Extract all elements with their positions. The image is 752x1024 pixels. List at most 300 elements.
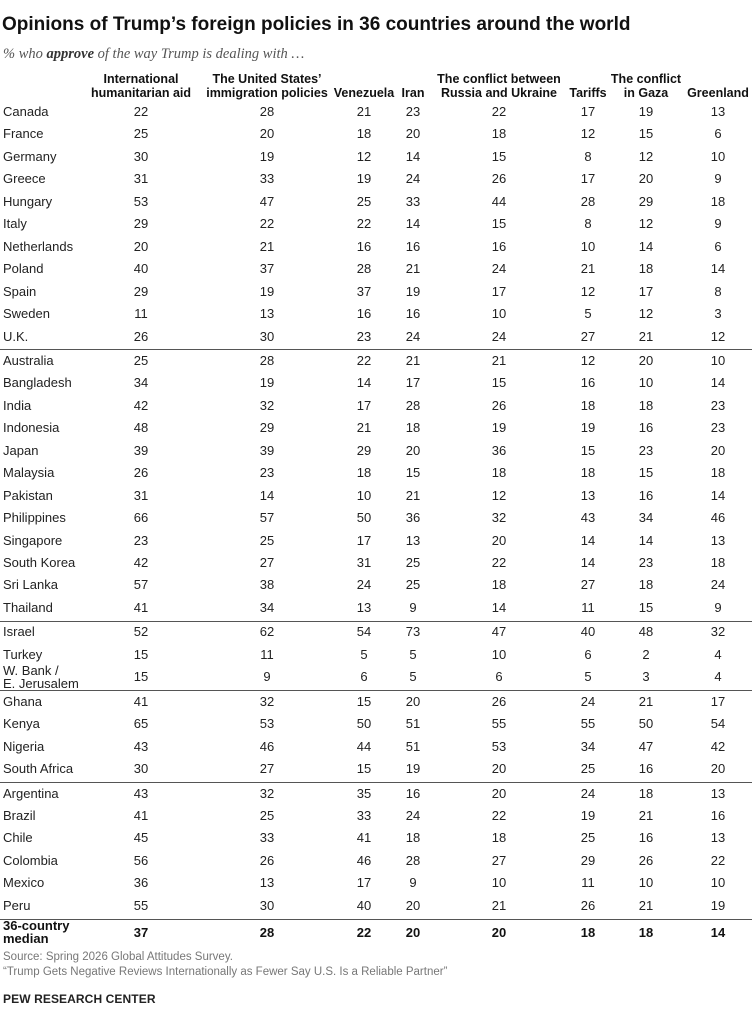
value-cell: 53	[259, 716, 275, 732]
country-label: Singapore	[3, 532, 63, 548]
table-row	[0, 373, 752, 393]
value-cell: 36	[491, 442, 507, 458]
value-cell: 10	[580, 238, 596, 254]
notes	[3, 950, 447, 980]
value-cell: 30	[133, 148, 149, 164]
value-cell: 16	[638, 420, 654, 436]
table-row	[0, 102, 752, 122]
value-cell: 20	[638, 352, 654, 368]
value-cell: 21	[491, 352, 507, 368]
value-cell: 24	[356, 577, 372, 593]
value-cell: 21	[638, 807, 654, 823]
value-cell: 48	[638, 624, 654, 640]
country-label: France	[3, 126, 44, 142]
value-cell: 12	[710, 328, 726, 344]
value-cell: 20	[405, 693, 421, 709]
value-cell: 12	[638, 148, 654, 164]
value-cell: 32	[259, 785, 275, 801]
country-label: India	[3, 397, 32, 413]
value-cell: 10	[491, 306, 507, 322]
source-note: Source: Spring 2026 Global Attitudes Survey.	[3, 951, 233, 963]
table-row	[0, 896, 752, 916]
value-cell: 25	[405, 555, 421, 570]
country-label: Italy	[3, 216, 27, 232]
value-cell: 20	[405, 126, 421, 142]
value-cell: 14	[710, 487, 726, 503]
value-cell: 65	[133, 716, 149, 732]
value-cell: 43	[133, 785, 149, 801]
value-cell: 3	[642, 669, 650, 685]
value-cell: 20	[491, 925, 507, 941]
value-cell: 5	[409, 669, 417, 685]
value-cell: 10	[491, 875, 507, 891]
value-cell: 19	[259, 375, 275, 391]
value-cell: 43	[580, 510, 596, 526]
table-row	[0, 463, 752, 483]
column-header: Tariffs	[569, 86, 607, 100]
value-cell: 56	[133, 852, 149, 868]
table-row	[0, 237, 752, 257]
value-cell: 55	[133, 897, 149, 913]
value-cell: 20	[710, 761, 726, 777]
value-cell: 19	[405, 283, 421, 299]
value-cell: 18	[580, 925, 596, 941]
value-cell: 50	[356, 716, 372, 732]
table-row	[0, 327, 752, 347]
value-cell: 21	[580, 261, 596, 277]
value-cell: 53	[491, 738, 507, 754]
value-cell: 19	[638, 104, 654, 119]
table-row	[0, 873, 752, 893]
value-cell: 16	[356, 306, 372, 322]
table-row	[0, 147, 752, 167]
value-cell: 29	[580, 852, 596, 868]
value-cell: 26	[133, 328, 149, 344]
value-cell: 18	[710, 555, 726, 570]
value-cell: 19	[580, 420, 596, 436]
value-cell: 14	[356, 375, 372, 391]
value-cell: 20	[710, 442, 726, 458]
country-label: Philippines	[3, 510, 66, 526]
value-cell: 18	[356, 465, 372, 481]
value-cell: 39	[259, 442, 275, 458]
value-cell: 21	[405, 261, 421, 277]
value-cell: 11	[581, 875, 595, 891]
value-cell: 9	[714, 171, 722, 187]
table-row	[0, 598, 752, 618]
table-row	[0, 851, 752, 871]
country-label: Pakistan	[3, 487, 53, 503]
value-cell: 34	[259, 599, 275, 615]
value-cell: 13	[405, 532, 421, 548]
value-cell: 53	[133, 193, 149, 209]
value-cell: 29	[133, 283, 149, 299]
value-cell: 33	[405, 193, 421, 209]
value-cell: 28	[259, 104, 275, 119]
value-cell: 14	[580, 555, 596, 570]
value-cell: 11	[260, 646, 274, 662]
value-cell: 37	[259, 261, 275, 277]
value-cell: 12	[580, 126, 596, 142]
value-cell: 22	[491, 807, 507, 823]
value-cell: 16	[580, 375, 596, 391]
value-cell: 73	[405, 624, 421, 640]
value-cell: 23	[638, 442, 654, 458]
value-cell: 6	[360, 669, 368, 685]
country-label: Mexico	[3, 875, 45, 891]
country-label: Chile	[3, 830, 33, 846]
table-row	[0, 282, 752, 302]
value-cell: 29	[638, 193, 654, 209]
value-cell: 30	[259, 328, 275, 344]
country-label: Indonesia	[3, 420, 60, 436]
value-cell: 18	[638, 925, 654, 941]
value-cell: 15	[580, 442, 596, 458]
value-cell: 29	[259, 420, 275, 436]
value-cell: 4	[714, 669, 722, 685]
value-cell: 14	[405, 148, 421, 164]
column-header: Iran	[401, 86, 425, 100]
country-label: Brazil	[3, 807, 36, 823]
value-cell: 13	[710, 830, 726, 846]
value-cell: 15	[638, 126, 654, 142]
value-cell: 10	[356, 487, 372, 503]
value-cell: 66	[133, 510, 149, 526]
table-row	[0, 828, 752, 848]
value-cell: 32	[491, 510, 507, 526]
value-cell: 13	[710, 785, 726, 801]
table-row	[0, 351, 752, 371]
value-cell: 19	[259, 148, 275, 164]
value-cell: 28	[259, 352, 275, 368]
value-cell: 31	[356, 555, 372, 570]
value-cell: 22	[356, 925, 372, 941]
group-separator	[0, 919, 752, 920]
value-cell: 14	[491, 599, 507, 615]
table-row	[0, 692, 752, 712]
value-cell: 30	[133, 761, 149, 777]
value-cell: 12	[491, 487, 507, 503]
value-cell: 47	[638, 738, 654, 754]
value-cell: 45	[133, 830, 149, 846]
subtitle-emphasis: approve	[46, 46, 95, 62]
value-cell: 50	[638, 716, 654, 732]
value-cell: 32	[710, 624, 726, 640]
value-cell: 9	[714, 216, 722, 232]
value-cell: 46	[710, 510, 726, 526]
value-cell: 55	[491, 716, 507, 732]
column-header: Venezuela	[333, 86, 395, 100]
value-cell: 51	[405, 738, 421, 754]
value-cell: 9	[409, 599, 417, 615]
value-cell: 13	[710, 104, 726, 119]
table-row	[0, 553, 752, 573]
value-cell: 21	[356, 420, 372, 436]
table-row	[0, 759, 752, 779]
value-cell: 11	[581, 599, 595, 615]
value-cell: 15	[356, 693, 372, 709]
value-cell: 15	[638, 599, 654, 615]
value-cell: 4	[714, 646, 722, 662]
value-cell: 16	[638, 761, 654, 777]
value-cell: 23	[356, 328, 372, 344]
value-cell: 24	[580, 693, 596, 709]
value-cell: 22	[356, 352, 372, 368]
value-cell: 9	[409, 875, 417, 891]
value-cell: 20	[405, 442, 421, 458]
value-cell: 22	[133, 104, 149, 119]
column-header: International humanitarian aid	[90, 72, 192, 100]
country-label: South Africa	[3, 761, 74, 777]
country-label: Japan	[3, 442, 39, 458]
value-cell: 31	[133, 487, 149, 503]
country-label: Hungary	[3, 193, 53, 209]
value-cell: 25	[580, 761, 596, 777]
value-cell: 19	[405, 761, 421, 777]
value-cell: 27	[259, 555, 275, 570]
value-cell: 36	[405, 510, 421, 526]
column-header: The conflict between Russia and Ukraine	[437, 72, 561, 100]
value-cell: 20	[405, 925, 421, 941]
value-cell: 19	[491, 420, 507, 436]
value-cell: 21	[356, 104, 372, 119]
value-cell: 27	[491, 852, 507, 868]
value-cell: 17	[356, 397, 372, 413]
value-cell: 14	[580, 532, 596, 548]
value-cell: 15	[491, 216, 507, 232]
table-row	[0, 304, 752, 324]
value-cell: 27	[259, 761, 275, 777]
country-label: Thailand	[3, 599, 53, 615]
table-row	[0, 622, 752, 642]
value-cell: 5	[584, 669, 592, 685]
value-cell: 15	[356, 761, 372, 777]
table-row	[0, 714, 752, 734]
value-cell: 18	[491, 465, 507, 481]
value-cell: 10	[491, 646, 507, 662]
value-cell: 21	[405, 487, 421, 503]
value-cell: 42	[710, 738, 726, 754]
value-cell: 24	[405, 328, 421, 344]
value-cell: 40	[133, 261, 149, 277]
median-label: 36-country median	[3, 918, 70, 947]
value-cell: 17	[356, 532, 372, 548]
value-cell: 41	[133, 807, 149, 823]
value-cell: 28	[405, 852, 421, 868]
value-cell: 26	[133, 465, 149, 481]
value-cell: 25	[259, 807, 275, 823]
value-cell: 28	[356, 261, 372, 277]
value-cell: 40	[580, 624, 596, 640]
value-cell: 6	[714, 126, 722, 142]
value-cell: 28	[580, 193, 596, 209]
value-cell: 44	[491, 193, 507, 209]
value-cell: 23	[638, 555, 654, 570]
value-cell: 34	[133, 375, 149, 391]
column-header: The conflict in Gaza	[610, 72, 682, 100]
value-cell: 57	[133, 577, 149, 593]
value-cell: 19	[710, 897, 726, 913]
value-cell: 22	[491, 104, 507, 119]
value-cell: 30	[259, 897, 275, 913]
value-cell: 9	[714, 599, 722, 615]
value-cell: 57	[259, 510, 275, 526]
value-cell: 17	[710, 693, 726, 709]
column-header: The United States’ immigration policies	[206, 72, 328, 100]
value-cell: 8	[584, 148, 592, 164]
value-cell: 10	[710, 875, 726, 891]
value-cell: 18	[405, 830, 421, 846]
table-row	[0, 192, 752, 212]
table-row	[0, 124, 752, 144]
value-cell: 16	[356, 238, 372, 254]
value-cell: 21	[638, 328, 654, 344]
value-cell: 23	[710, 420, 726, 436]
value-cell: 27	[580, 328, 596, 344]
value-cell: 24	[580, 785, 596, 801]
value-cell: 10	[638, 375, 654, 391]
value-cell: 9	[263, 669, 271, 685]
value-cell: 13	[259, 875, 275, 891]
value-cell: 16	[405, 306, 421, 322]
value-cell: 22	[356, 216, 372, 232]
subtitle-suffix: of the way Trump is dealing with …	[94, 46, 305, 62]
value-cell: 14	[259, 487, 275, 503]
country-label: Poland	[3, 261, 44, 277]
value-cell: 28	[405, 397, 421, 413]
value-cell: 33	[259, 171, 275, 187]
value-cell: 11	[134, 306, 148, 322]
value-cell: 15	[133, 669, 149, 685]
table-row	[0, 486, 752, 506]
country-label: Sweden	[3, 306, 50, 322]
value-cell: 16	[405, 238, 421, 254]
country-label: Peru	[3, 897, 31, 913]
value-cell: 3	[714, 306, 722, 322]
value-cell: 19	[259, 283, 275, 299]
country-label: Canada	[3, 104, 49, 119]
value-cell: 17	[491, 283, 507, 299]
country-label: Greece	[3, 171, 46, 187]
value-cell: 46	[259, 738, 275, 754]
country-label: Australia	[3, 352, 54, 368]
country-label: Malaysia	[3, 465, 55, 481]
value-cell: 13	[710, 532, 726, 548]
chart-title: Opinions of Trump’s foreign policies in 36 countries around the world	[2, 14, 631, 35]
value-cell: 20	[638, 171, 654, 187]
value-cell: 26	[491, 397, 507, 413]
value-cell: 32	[259, 693, 275, 709]
value-cell: 18	[638, 397, 654, 413]
value-cell: 31	[133, 171, 149, 187]
value-cell: 29	[356, 442, 372, 458]
table-row	[0, 418, 752, 438]
table-row	[0, 806, 752, 826]
value-cell: 19	[580, 807, 596, 823]
country-label: Kenya	[3, 716, 40, 732]
value-cell: 20	[491, 761, 507, 777]
value-cell: 16	[491, 238, 507, 254]
country-label: Ghana	[3, 693, 43, 709]
value-cell: 13	[259, 306, 275, 322]
value-cell: 51	[405, 716, 421, 732]
value-cell: 12	[580, 352, 596, 368]
table-row	[0, 531, 752, 551]
value-cell: 20	[491, 532, 507, 548]
value-cell: 10	[710, 352, 726, 368]
value-cell: 14	[638, 532, 654, 548]
value-cell: 5	[360, 646, 368, 662]
value-cell: 34	[580, 738, 596, 754]
value-cell: 24	[491, 328, 507, 344]
value-cell: 13	[580, 487, 596, 503]
value-cell: 52	[133, 624, 149, 640]
country-label: Germany	[3, 148, 57, 164]
value-cell: 22	[710, 852, 726, 868]
value-cell: 41	[133, 693, 149, 709]
table-row	[0, 169, 752, 189]
value-cell: 18	[710, 465, 726, 481]
country-label: Colombia	[3, 852, 58, 868]
value-cell: 37	[356, 283, 372, 299]
value-cell: 42	[133, 397, 149, 413]
value-cell: 19	[356, 171, 372, 187]
value-cell: 17	[356, 875, 372, 891]
value-cell: 15	[405, 465, 421, 481]
value-cell: 25	[405, 577, 421, 593]
value-cell: 48	[133, 420, 149, 436]
report-title-note: “Trump Gets Negative Reviews Internationally as Fewer Say U.S. Is a Reliable Partner”	[3, 966, 448, 978]
value-cell: 8	[714, 283, 722, 299]
value-cell: 10	[638, 875, 654, 891]
value-cell: 10	[710, 148, 726, 164]
value-cell: 13	[356, 599, 372, 615]
table-row	[0, 441, 752, 461]
table-row	[0, 737, 752, 757]
country-label: South Korea	[3, 555, 76, 570]
table-row	[0, 575, 752, 595]
value-cell: 27	[580, 577, 596, 593]
value-cell: 44	[356, 738, 372, 754]
value-cell: 14	[710, 375, 726, 391]
value-cell: 37	[133, 925, 149, 941]
value-cell: 54	[710, 716, 726, 732]
value-cell: 15	[491, 148, 507, 164]
value-cell: 36	[133, 875, 149, 891]
value-cell: 47	[491, 624, 507, 640]
value-cell: 55	[580, 716, 596, 732]
value-cell: 20	[259, 126, 275, 142]
value-cell: 18	[491, 126, 507, 142]
value-cell: 15	[133, 646, 149, 662]
table-row	[0, 214, 752, 234]
country-label: W. Bank / E. Jerusalem	[3, 663, 79, 692]
country-label: Bangladesh	[3, 375, 72, 391]
value-cell: 21	[638, 693, 654, 709]
value-cell: 14	[710, 261, 726, 277]
value-cell: 18	[638, 785, 654, 801]
value-cell: 33	[259, 830, 275, 846]
value-cell: 16	[638, 830, 654, 846]
country-label: U.K.	[3, 328, 29, 344]
value-cell: 14	[638, 238, 654, 254]
value-cell: 18	[580, 465, 596, 481]
value-cell: 23	[259, 465, 275, 481]
value-cell: 47	[259, 193, 275, 209]
value-cell: 26	[259, 852, 275, 868]
country-label: Argentina	[3, 785, 59, 801]
value-cell: 24	[491, 261, 507, 277]
